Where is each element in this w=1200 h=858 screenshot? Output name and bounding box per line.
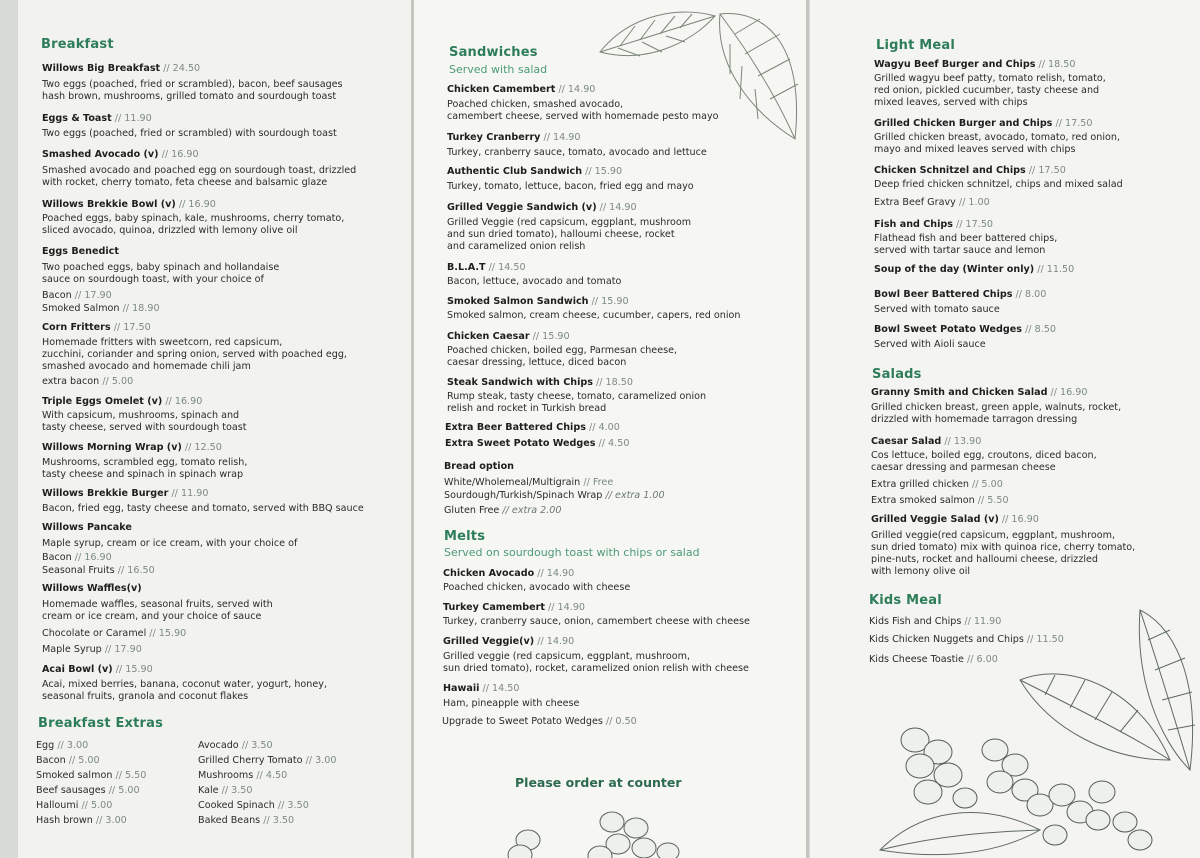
menu-option-label: Bacon [42,552,72,563]
menu-option-price: // 11.50 [1026,634,1064,645]
menu-item-title [874,219,993,231]
menu-option-label: Kids Chicken Nuggets and Chips [869,634,1024,645]
menu-item-name: Chicken Schnitzel and Chips [874,165,1026,176]
sandwich-addon [445,438,629,450]
menu-option-label: Egg [36,740,55,751]
menu-option-price: // 3.50 [263,815,295,826]
menu-item-description: Poached chicken, boiled egg, Parmesan cheese, [447,345,678,356]
menu-option [444,505,562,517]
menu-item-description: and caramelized onion relish [447,241,586,252]
menu-option [198,740,273,752]
menu-item-description: mayo and mixed leaves served with chips [874,144,1076,155]
menu-item-description: seasonal fruits, granola and coconut flakes [42,691,249,702]
menu-item-name: Willows Waffles(v) [42,583,142,594]
menu-item-name: Willows Big Breakfast [42,63,161,74]
menu-item-description: drizzled with homemade tarragon dressing [871,414,1078,425]
menu-item-name: Grilled Veggie Sandwich (v) [447,202,597,213]
menu-option-price: // 18.90 [122,303,160,314]
menu-item-price: // 16.90 [1001,514,1039,525]
menu-option [42,552,112,564]
menu-option-label: White/Wholemeal/Multigrain [444,477,581,488]
menu-item-name: Acai Bowl (v) [42,664,113,675]
menu-option-label: Maple Syrup [42,644,102,655]
menu-option [42,376,133,388]
menu-item-title [447,202,637,214]
menu-item-description: With capsicum, mushrooms, spinach and [42,410,240,421]
menu-item-description: Ham, pineapple with cheese [443,698,580,709]
menu-item-title [874,165,1066,177]
menu-item-name: Willows Brekkie Burger [42,488,169,499]
menu-option [444,477,613,489]
menu-item-price: // 16.90 [165,396,203,407]
menu-option [198,755,336,767]
menu-option [871,495,1009,507]
menu-item-description: Grilled veggie(red capsicum, eggplant, mushroom, [871,530,1115,541]
menu-item-name: Granny Smith and Chicken Salad [871,387,1048,398]
menu-item-title [42,664,153,676]
menu-option-price: // 6.00 [967,654,998,665]
menu-option-price: // 16.50 [117,565,155,576]
menu-item-description: Homemade fritters with sweetcorn, red capsicum, [42,337,283,348]
menu-item-price: // 11.90 [171,488,209,499]
menu-option-price: // 3.00 [95,815,127,826]
menu-option-price: // 1.00 [958,197,990,208]
menu-option [36,815,127,827]
menu-item-name: Eggs & Toast [42,113,112,124]
menu-item-title [42,522,132,534]
menu-item-name: Willows Pancake [42,522,132,533]
menu-item-description: Turkey, tomato, lettuce, bacon, fried egg and mayo [447,181,694,192]
menu-item-description: Cos lettuce, boiled egg, croutons, diced bacon, [871,450,1097,461]
menu-item-description: Rump steak, tasty cheese, tomato, caramelized onion [447,391,707,402]
menu-option-price: // 3.00 [57,740,89,751]
menu-item-name: Corn Fritters [42,322,111,333]
menu-option-price: // 5.00 [972,479,1003,490]
menu-item-description: Deep fried chicken schnitzel, chips and mixed salad [874,179,1123,190]
menu-item-price: // 13.90 [944,436,982,447]
menu-option-label: Grilled Cherry Tomato [198,755,303,766]
section-title-breakfast-extras: Breakfast Extras [38,716,164,731]
menu-item-description: with lemony olive oil [871,566,971,577]
menu-item-name: Turkey Cranberry [447,132,541,143]
menu-item-title [447,331,570,343]
menu-item-price: // 14.90 [558,84,596,95]
menu-item-name: Willows Brekkie Bowl (v) [42,199,176,210]
menu-item-description: sun dried tomato) mix with quinoa rice, cherry tomato, [871,542,1136,553]
menu-item-description: Poached chicken, avocado with cheese [443,582,631,593]
menu-item-description: cream or ice cream, and your choice of sauce [42,611,262,622]
menu-item-price: // 14.90 [537,636,575,647]
menu-option [42,303,160,315]
menu-item-name: Hawaii [443,683,480,694]
menu-item-description: served with tartar sauce and lemon [874,245,1046,256]
menu-option-label: Sourdough/Turkish/Spinach Wrap [444,490,603,501]
menu-item-title [871,387,1088,399]
menu-item-name: Chicken Camembert [447,84,556,95]
menu-option [36,785,140,797]
menu-option-label: Chocolate or Caramel [42,628,147,639]
menu-item-price: // 17.50 [113,322,151,333]
menu-option-price: // 15.90 [149,628,187,639]
menu-item-price: // 17.50 [956,219,994,230]
menu-option-price: // 16.90 [74,552,112,563]
menu-item-description: hash brown, mushrooms, grilled tomato and sourdough toast [42,91,337,102]
menu-item-title [871,436,981,448]
menu-option-label: Extra grilled chicken [871,479,969,490]
menu-item-price: // 11.50 [1037,264,1075,275]
leaf-illustration [590,4,810,154]
menu-item-name: Bowl Beer Battered Chips [874,289,1013,300]
menu-option [444,490,665,502]
menu-item-name: Smashed Avocado (v) [42,149,159,160]
menu-option [874,197,990,209]
menu-item-title [42,246,119,258]
menu-item-name: Caesar Salad [871,436,942,447]
menu-item-description: tasty cheese, served with sourdough toast [42,422,247,433]
menu-option [442,716,637,728]
menu-option-label: Kids Fish and Chips [869,616,962,627]
menu-item-price: // 18.50 [596,377,633,388]
menu-option-label: Gluten Free [444,505,500,516]
menu-item-price: // 14.90 [599,202,637,213]
menu-option-price: // 5.00 [102,376,134,387]
menu-item-price: // 16.90 [178,199,216,210]
menu-item-name: Grilled Veggie Salad (v) [871,514,999,525]
menu-item-description: tasty cheese and spinach in spinach wrap [42,469,244,480]
menu-option-price: // 4.50 [256,770,288,781]
menu-item-description: Grilled wagyu beef patty, tomato relish, tomato, [874,73,1106,84]
menu-item-description: zucchini, coriander and spring onion, served with poached egg, [42,349,347,360]
menu-item-description: Grilled veggie (red capsicum, eggplant, mushroom, [443,651,691,662]
menu-option-price: // 5.00 [68,755,100,766]
menu-item-title [447,166,622,178]
menu-item-title [42,396,202,408]
menu-option [869,634,1064,646]
menu-item-description: caesar dressing and parmesan cheese [871,462,1056,473]
menu-item-name: Eggs Benedict [42,246,119,257]
menu-item-name: Soup of the day (Winter only) [874,264,1035,275]
menu-item-price: // 24.50 [163,63,201,74]
menu-option-label: Bacon [36,755,66,766]
menu-item-description: Served with tomato sauce [874,304,1000,315]
menu-item-price: // 12.50 [184,442,222,453]
menu-item-title [42,63,200,75]
menu-option-label: Baked Beans [198,815,261,826]
menu-item-name: Chicken Caesar [447,331,530,342]
menu-item-price: // 16.90 [161,149,199,160]
menu-item-description: with rocket, cherry tomato, feta cheese and balsamic glaze [42,177,328,188]
menu-item-name: Grilled Veggie(v) [443,636,535,647]
order-at-counter-note: Please order at counter [515,775,682,790]
menu-option-price: // 5.50 [977,495,1009,506]
menu-item-title [42,583,142,595]
menu-item-description: Grilled chicken breast, avocado, tomato, red onion, [874,132,1121,143]
menu-item-description: Acai, mixed berries, banana, coconut water, yogurt, honey, [42,679,327,690]
menu-option-label: Upgrade to Sweet Potato Wedges [442,716,603,727]
menu-option-label: Cooked Spinach [198,800,275,811]
menu-item-title [42,199,216,211]
menu-option [198,815,294,827]
menu-option-price: // 5.50 [115,770,147,781]
menu-item-name: B.L.A.T [447,262,486,273]
menu-item-title [42,149,199,161]
menu-item-description: Grilled Veggie (red capsicum, eggplant, mushroom [447,217,692,228]
menu-item-title [443,636,574,648]
menu-item-title [42,442,222,454]
menu-option [869,654,998,666]
menu-item-name: Steak Sandwich with Chips [447,377,593,388]
menu-item-name: Willows Morning Wrap (v) [42,442,182,453]
menu-item-description: Mushrooms, scrambled egg, tomato relish, [42,457,248,468]
menu-option-label: Mushrooms [198,770,254,781]
menu-item-title [874,264,1074,276]
menu-item-title [443,602,585,614]
menu-option-label: Smoked salmon [36,770,113,781]
menu-item-description: Homemade waffles, seasonal fruits, served with [42,599,273,610]
addon-label: Extra Sweet Potato Wedges [445,438,596,449]
menu-item-title [42,113,152,125]
menu-option-price: // extra 1.00 [605,490,665,501]
menu-option [36,755,100,767]
menu-option [871,479,1003,491]
addon-price: // 4.50 [598,438,630,449]
menu-item-price: // 18.50 [1038,59,1076,70]
menu-item-description: Bacon, lettuce, avocado and tomato [447,276,622,287]
menu-option-price: // 3.50 [221,785,253,796]
menu-item-description: smashed avocado and homemade chili jam [42,361,251,372]
menu-option [36,770,146,782]
menu-item-title [42,322,151,334]
menu-item-price: // 17.50 [1028,165,1066,176]
menu-option-label: Seasonal Fruits [42,565,115,576]
menu-item-title [443,568,574,580]
menu-item-price: // 17.50 [1055,118,1093,129]
menu-option [42,565,155,577]
menu-option-price: // Free [583,477,614,488]
menu-option-price: // 11.90 [964,616,1002,627]
menu-item-price: // 14.90 [537,568,575,579]
menu-item-price: // 16.90 [1050,387,1088,398]
menu-option-label: Extra Beef Gravy [874,197,956,208]
menu-item-name: Fish and Chips [874,219,953,230]
menu-item-description: Turkey, cranberry sauce, onion, camembert cheese with cheese [443,616,750,627]
section-subtitle-melts: Served on sourdough toast with chips or salad [444,546,700,559]
menu-option-label: Beef sausages [36,785,106,796]
menu-item-description: sauce on sourdough toast, with your choice of [42,274,264,285]
menu-item-name: Authentic Club Sandwich [447,166,583,177]
menu-item-name: Chicken Avocado [443,568,535,579]
menu-item-description: and sun dried tomato), halloumi cheese, rocket [447,229,675,240]
menu-item-description: mixed leaves, served with chips [874,97,1028,108]
menu-option-price: // 3.00 [305,755,337,766]
menu-item-description: Flathead fish and beer battered chips, [874,233,1058,244]
menu-item-description: Smoked salmon, cream cheese, cucumber, capers, red onion [447,310,741,321]
menu-item-price: // 8.50 [1025,324,1056,335]
menu-option-price: // 0.50 [605,716,637,727]
menu-option-price: // 17.90 [104,644,142,655]
menu-option-label: Halloumi [36,800,79,811]
menu-item-description: Turkey, cranberry sauce, tomato, avocado and lettuce [447,147,707,158]
menu-item-title [447,296,629,308]
section-title-kids-meal: Kids Meal [869,593,942,608]
menu-option-label: Extra smoked salmon [871,495,975,506]
menu-item-title [874,59,1075,71]
menu-option-label: Avocado [198,740,239,751]
menu-item-price: // 14.90 [543,132,581,143]
menu-item-title [447,377,633,389]
menu-option-price: // extra 2.00 [502,505,562,516]
menu-item-title [447,84,595,96]
menu-option-label: Hash brown [36,815,93,826]
menu-item-price: // 15.90 [585,166,623,177]
menu-option [869,616,1001,628]
menu-option-label: Bacon [42,290,72,301]
menu-option [42,628,186,640]
menu-item-description: red onion, pickled cucumber, tasty cheese and [874,85,1100,96]
section-subtitle-sandwiches: Served with salad [449,63,548,76]
menu-item-price: // 11.90 [114,113,152,124]
menu-option [42,644,142,656]
section-title-melts: Melts [444,529,486,544]
menu-option-price: // 3.50 [277,800,309,811]
menu-option [36,740,88,752]
section-title-salads: Salads [872,367,922,382]
menu-item-price: // 14.50 [482,683,520,694]
menu-item-description: relish and rocket in Turkish bread [447,403,607,414]
menu-option [36,800,112,812]
menu-item-description: pine-nuts, rocket and halloumi cheese, drizzled [871,554,1099,565]
menu-item-title [42,488,208,500]
menu-item-description: Two poached eggs, baby spinach and hollandaise [42,262,280,273]
menu-item-name: Wagyu Beef Burger and Chips [874,59,1036,70]
menu-option [42,290,112,302]
menu-option-label: extra bacon [42,376,100,387]
menu-item-price: // 8.00 [1015,289,1047,300]
menu-item-title [874,324,1056,336]
menu-item-price: // 15.90 [532,331,570,342]
menu-item-price: // 15.90 [115,664,153,675]
menu-item-description: caesar dressing, lettuce, diced bacon [447,357,627,368]
addon-label: Extra Beer Battered Chips [445,422,586,433]
menu-item-title [874,118,1092,130]
menu-option-price: // 17.90 [74,290,112,301]
menu-option-price: // 3.50 [241,740,273,751]
menu-item-description: Two eggs (poached, fried or scrambled) with sourdough toast [42,128,337,139]
menu-item-title [871,514,1039,526]
menu-option-label: Kale [198,785,219,796]
addon-price: // 4.00 [588,422,620,433]
menu-item-title [447,132,581,144]
menu-item-price: // 15.90 [591,296,629,307]
menu-item-name: Smoked Salmon Sandwich [447,296,589,307]
menu-item-title [443,683,519,695]
menu-item-description: Poached chicken, smashed avocado, [447,99,624,110]
menu-option [198,770,287,782]
menu-item-description: Poached eggs, baby spinach, kale, mushrooms, cherry tomato, [42,213,345,224]
menu-option [198,785,253,797]
menu-option-label: Kids Cheese Toastie [869,654,964,665]
section-title-sandwiches: Sandwiches [449,45,538,60]
menu-item-name: Triple Eggs Omelet (v) [42,396,163,407]
menu-item-description: Two eggs (poached, fried or scrambled), bacon, beef sausages [42,79,343,90]
menu-item-name: Grilled Chicken Burger and Chips [874,118,1053,129]
menu-item-title [447,262,526,274]
menu-item-description: Grilled chicken breast, green apple, walnuts, rocket, [871,402,1122,413]
menu-item-name: Bowl Sweet Potato Wedges [874,324,1023,335]
menu-item-description: camembert cheese, served with homemade pesto mayo [447,111,719,122]
menu-item-title [874,289,1046,301]
menu-item-description: sliced avocado, quinoa, drizzled with lemony olive oil [42,225,298,236]
menu-item-price: // 14.50 [488,262,526,273]
menu-item-name: Turkey Camembert [443,602,545,613]
menu-option-price: // 5.00 [81,800,113,811]
menu-option-label: Smoked Salmon [42,303,120,314]
menu-item-description: sun dried tomato), rocket, caramelized onion relish with cheese [443,663,749,674]
fold-line [411,0,414,858]
menu-item-description: Served with Aioli sauce [874,339,986,350]
menu-item-description: Smashed avocado and poached egg on sourdough toast, drizzled [42,165,357,176]
bread-option-title: Bread option [444,461,514,472]
section-title-light-meal: Light Meal [876,38,956,53]
menu-item-description: Maple syrup, cream or ice cream, with your choice of [42,538,298,549]
sandwich-addon [445,422,620,434]
menu-option [198,800,309,812]
menu-option-price: // 5.00 [108,785,140,796]
section-title-breakfast: Breakfast [41,37,114,52]
menu-item-description: Bacon, fried egg, tasty cheese and tomato, served with BBQ sauce [42,503,364,514]
coffee-berries-illustration [500,800,700,858]
menu-item-price: // 14.90 [548,602,586,613]
